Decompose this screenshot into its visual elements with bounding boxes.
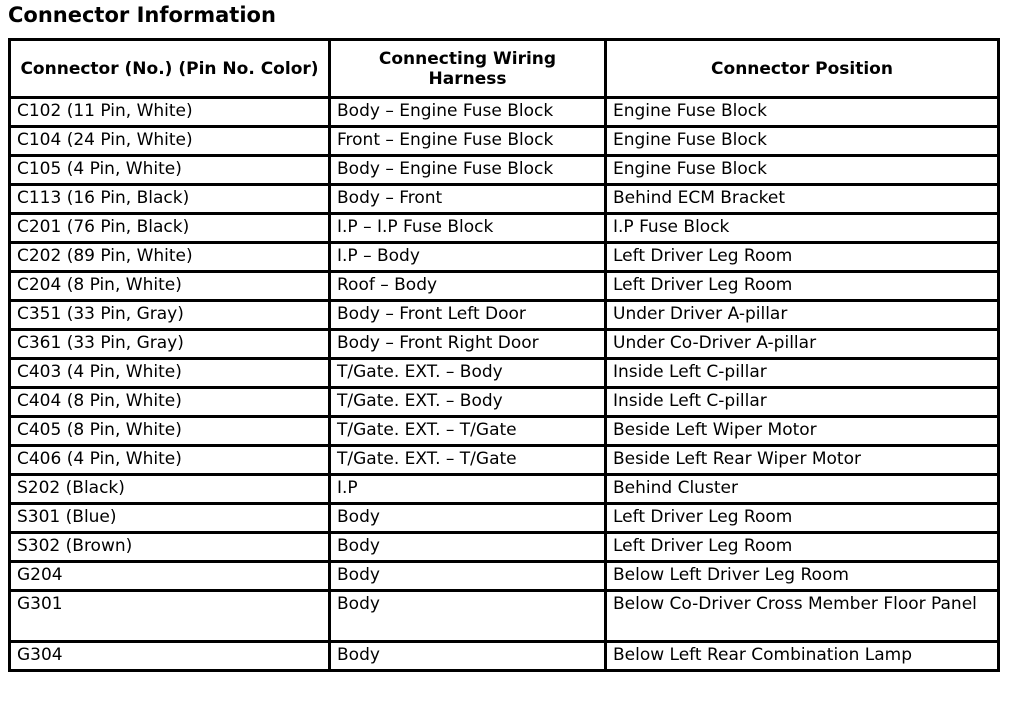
cell-connector-position: Under Driver A-pillar [606, 301, 999, 330]
cell-connector: C351 (33 Pin, Gray) [10, 301, 330, 330]
table-row [10, 359, 999, 388]
cell-connector-position: Left Driver Leg Room [606, 272, 999, 301]
cell-connector-position: Below Co-Driver Cross Member Floor Panel [606, 591, 999, 642]
cell-wiring-harness: Front – Engine Fuse Block [330, 127, 606, 156]
table-row [10, 562, 999, 591]
cell-wiring-harness: Body [330, 591, 606, 642]
cell-connector-position: Left Driver Leg Room [606, 504, 999, 533]
cell-connector-position: I.P Fuse Block [606, 214, 999, 243]
connector-table [8, 38, 1000, 672]
cell-connector-position: Inside Left C-pillar [606, 388, 999, 417]
table-row [10, 591, 999, 642]
cell-connector: C404 (8 Pin, White) [10, 388, 330, 417]
cell-connector: S202 (Black) [10, 475, 330, 504]
cell-wiring-harness: I.P [330, 475, 606, 504]
page-title: Connector Information [8, 3, 276, 27]
cell-connector-position: Below Left Rear Combination Lamp [606, 642, 999, 671]
cell-wiring-harness: Body [330, 504, 606, 533]
cell-connector: S301 (Blue) [10, 504, 330, 533]
cell-connector: C406 (4 Pin, White) [10, 446, 330, 475]
cell-connector-position: Engine Fuse Block [606, 156, 999, 185]
table-header-row [10, 40, 999, 98]
cell-wiring-harness: Body – Engine Fuse Block [330, 156, 606, 185]
cell-wiring-harness: Body – Front Left Door [330, 301, 606, 330]
cell-connector-position: Engine Fuse Block [606, 98, 999, 127]
cell-connector: C405 (8 Pin, White) [10, 417, 330, 446]
table-row [10, 417, 999, 446]
cell-connector-position: Behind ECM Bracket [606, 185, 999, 214]
cell-connector: G204 [10, 562, 330, 591]
table-row [10, 243, 999, 272]
cell-connector-position: Left Driver Leg Room [606, 243, 999, 272]
cell-connector-position: Beside Left Rear Wiper Motor [606, 446, 999, 475]
cell-connector: C403 (4 Pin, White) [10, 359, 330, 388]
cell-connector: C105 (4 Pin, White) [10, 156, 330, 185]
cell-connector-position: Left Driver Leg Room [606, 533, 999, 562]
cell-wiring-harness: T/Gate. EXT. – Body [330, 388, 606, 417]
cell-connector: C104 (24 Pin, White) [10, 127, 330, 156]
cell-wiring-harness: T/Gate. EXT. – T/Gate [330, 446, 606, 475]
cell-connector-position: Behind Cluster [606, 475, 999, 504]
cell-connector-position: Beside Left Wiper Motor [606, 417, 999, 446]
cell-connector: C113 (16 Pin, Black) [10, 185, 330, 214]
table-row [10, 214, 999, 243]
table-row [10, 475, 999, 504]
cell-connector-position: Under Co-Driver A-pillar [606, 330, 999, 359]
cell-wiring-harness: Body [330, 562, 606, 591]
cell-wiring-harness: Body – Front [330, 185, 606, 214]
cell-connector-position: Inside Left C-pillar [606, 359, 999, 388]
table-row [10, 98, 999, 127]
cell-connector-position: Engine Fuse Block [606, 127, 999, 156]
table-row [10, 446, 999, 475]
cell-connector: C102 (11 Pin, White) [10, 98, 330, 127]
cell-wiring-harness: Body [330, 533, 606, 562]
cell-connector: G304 [10, 642, 330, 671]
cell-wiring-harness: Body – Front Right Door [330, 330, 606, 359]
cell-connector: G301 [10, 591, 330, 642]
cell-wiring-harness: Body [330, 642, 606, 671]
cell-wiring-harness: I.P – Body [330, 243, 606, 272]
table-row [10, 330, 999, 359]
table-row [10, 127, 999, 156]
table-row [10, 301, 999, 330]
table-row [10, 388, 999, 417]
cell-wiring-harness: T/Gate. EXT. – T/Gate [330, 417, 606, 446]
table-row [10, 272, 999, 301]
cell-wiring-harness: Roof – Body [330, 272, 606, 301]
cell-connector: C202 (89 Pin, White) [10, 243, 330, 272]
cell-connector: C361 (33 Pin, Gray) [10, 330, 330, 359]
cell-connector-position: Below Left Driver Leg Room [606, 562, 999, 591]
table-row [10, 156, 999, 185]
table-row [10, 504, 999, 533]
table-row [10, 185, 999, 214]
cell-wiring-harness: T/Gate. EXT. – Body [330, 359, 606, 388]
cell-wiring-harness: Body – Engine Fuse Block [330, 98, 606, 127]
header-connector: Connector (No.) (Pin No. Color) [10, 40, 330, 98]
cell-connector: C204 (8 Pin, White) [10, 272, 330, 301]
header-wiring-harness: Connecting Wiring Harness [330, 40, 606, 98]
cell-connector: C201 (76 Pin, Black) [10, 214, 330, 243]
table-row [10, 642, 999, 671]
cell-connector: S302 (Brown) [10, 533, 330, 562]
header-connector-position: Connector Position [606, 40, 999, 98]
cell-wiring-harness: I.P – I.P Fuse Block [330, 214, 606, 243]
table-row [10, 533, 999, 562]
